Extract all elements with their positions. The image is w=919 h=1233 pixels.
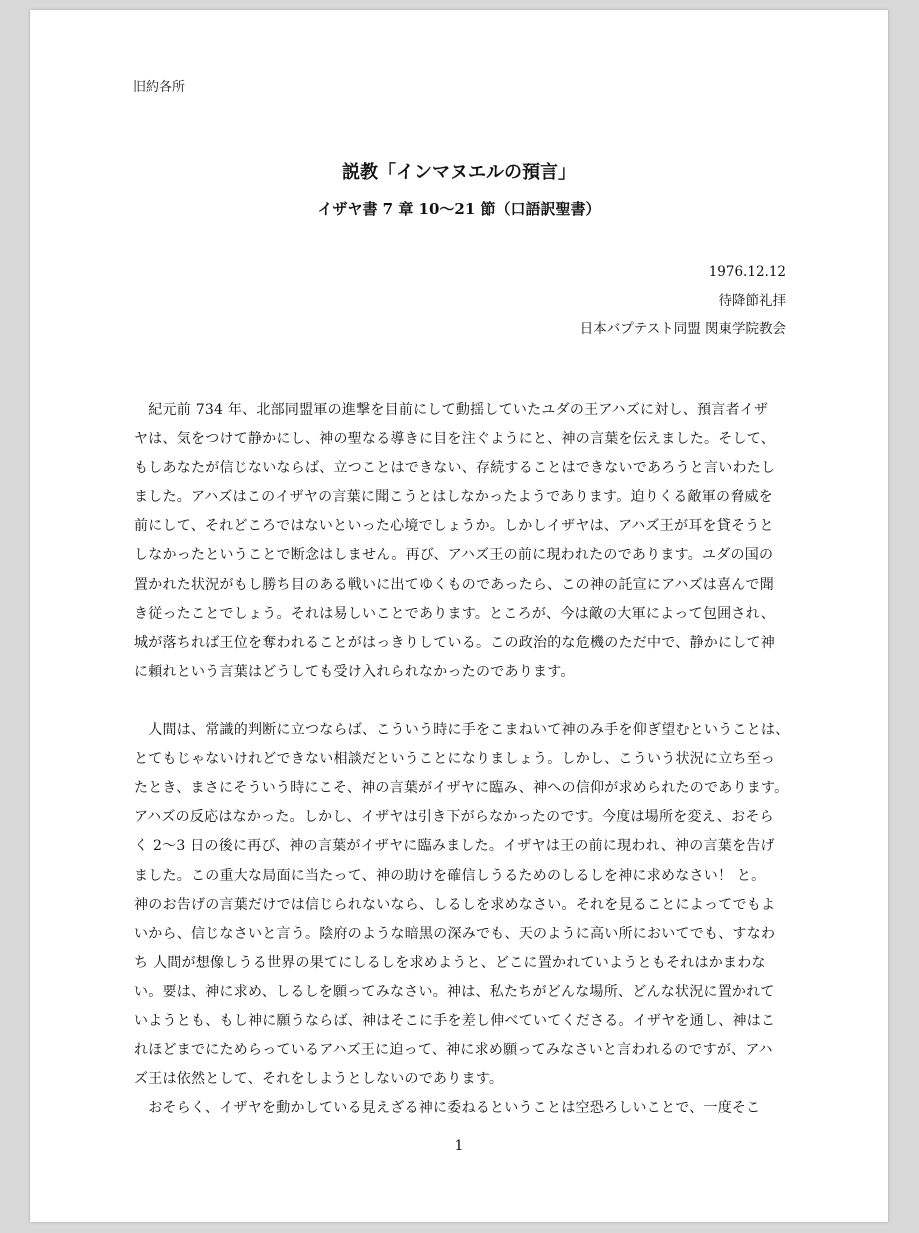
body-line: たとき、まさにそういう時にこそ、神の言葉がイザヤに臨み、神への信仰が求められたのであります。 [134,780,789,797]
body-line: おそらく、イザヤを動かしている見えざる神に委ねるということは空恐ろしいことで、一度そこ [134,1100,761,1117]
body-line: に頼れという言葉はどうしても受け入れられなかったのであります。 [134,663,575,680]
scripture-reference: イザヤ書 7 章 10〜21 節（口語訳聖書） [317,200,601,218]
body-line: アハズの反応はなかった。しかし、イザヤは引き下がらなかったのです。今度は場所を変え、おそら [134,809,774,826]
body-line: とてもじゃないけれどできない相談だということになりましょう。しかし、こういう状況に立ち至っ [134,751,776,768]
body-line: き従ったことでしょう。それは易しいことであります。ところが、今は敵の大軍によって包囲され、 [134,605,775,622]
document-page [30,10,888,1222]
body-line: ました。アハズはこのイザヤの言葉に聞こうとはしなかったようであります。迫りくる敵軍の脅威を [134,489,774,506]
paragraph-gap [134,687,788,716]
sermon-occasion: 待降節礼拝 [718,292,786,309]
church-name: 日本バプテスト同盟 関東学院教会 [579,321,786,337]
header-label: 旧約各所 [133,80,186,95]
body-line: しなかったということで断念はしません。再び、アハズ王の前に現われたのであります。ユダの国の [134,547,774,564]
body-line: ました。この重大な局面に当たって、神の助けを確信しうるためのしるしを神に求めなさい！ と。 [134,867,766,884]
body-line: もしあなたが信じないならば、立つことはできない、存続することはできないであろうと言いわたし [134,460,776,477]
body-line: い。要は、神に求め、しるしを願ってみなさい。神は、私たちがどんな場所、どんな状況に置かれて [134,983,775,1000]
body-line: いようとも、もし神に願うならば、神はそこに手を差し伸べていてくださる。イザヤを通し、神はこ [134,1012,776,1029]
sermon-meta [580,258,786,344]
sermon-date: 1976.12.12 [708,264,786,280]
body-line: ち 人間が想像しうる世界の果てにしるしを求めようと、どこに置かれていようともそれはかまわな [134,954,766,971]
body-line: 前にして、それどころではないといった心境でしょうか。しかしイザヤは、アハズ王が耳を貸そうと [134,518,774,535]
body-line: ヤは、気をつけて静かにし、神の聖なる導きに目を注ぐようにと、神の言葉を伝えました。そして、 [134,431,775,448]
body-line: 城が落ちれば王位を奪われることがはっきりしている。この政治的な危機のただ中で、静かにして神 [134,634,775,651]
body-line: 置かれた状況がもし勝ち目のある戦いに出てゆくものであったら、この神の託宣にアハズは喜んで聞 [134,576,774,593]
body-line: く 2〜3 日の後に再び、神の言葉がイザヤに臨みました。イザヤは王の前に現われ、神の言葉を告げ [134,838,775,855]
body-line: れほどまでにためらっているアハズ王に迫って、神に求め願ってみなさいと言われるのですが、アハ [134,1042,773,1059]
body-line: 神のお告げの言葉だけでは信じられないなら、しるしを求めなさい。それを見ることによってでもよ [134,896,776,913]
sermon-title: 説教「インマヌエルの預言」 [342,162,576,183]
body-line: ズ王は依然として、それをしようとしないのであります。 [134,1071,504,1088]
body-line: 紀元前 734 年、北部同盟軍の進撃を目前にして動揺していたユダの王アハズに対し、預言者イザ [134,402,769,418]
body-line: いから、信じなさいと言う。陰府のような暗黒の深みでも、天のように高い所においてでも、すなわ [134,925,776,942]
page-number: 1 [454,1138,464,1154]
sermon-body [134,396,788,1123]
body-line: 人間は、常識的判断に立つならば、こういう時に手をこまねいて神のみ手を仰ぎ望むということは、 [134,722,790,739]
